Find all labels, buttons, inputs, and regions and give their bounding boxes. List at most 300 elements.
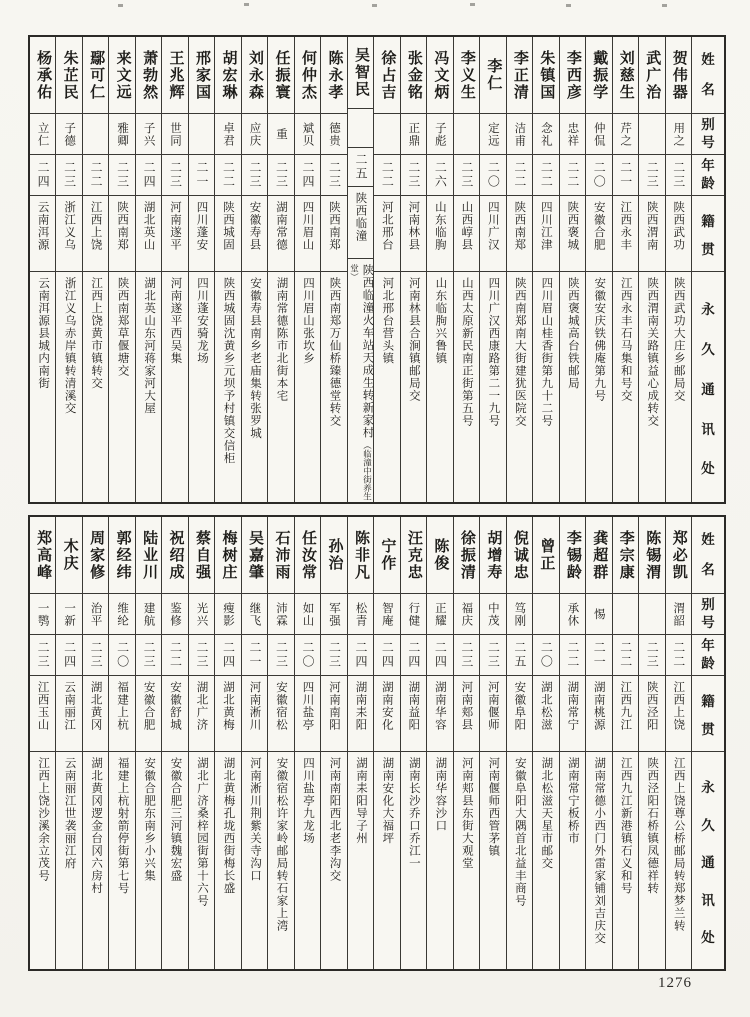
person-age-text: 二〇: [115, 641, 130, 669]
person-address-text: 安徽阜阳大隅首北益丰商号: [513, 757, 526, 907]
person-address: [427, 752, 452, 969]
person-origin: [454, 676, 479, 752]
person-address: [189, 272, 214, 502]
person-age: [560, 155, 585, 196]
person-name-text: 孙治: [326, 538, 343, 572]
person-origin: [480, 196, 505, 272]
person-address-text: 四川盐亭九龙场: [301, 757, 314, 845]
person-origin: [586, 676, 611, 752]
person-age: [295, 155, 320, 196]
person-age: [507, 635, 532, 676]
person-column: [613, 517, 639, 969]
person-alias: [136, 114, 161, 155]
person-age-text: 二三: [142, 641, 157, 669]
person-age: [666, 155, 691, 196]
person-name-text: 任汝常: [299, 529, 316, 581]
person-name-text: 陈锡渭: [644, 529, 661, 581]
person-address: [454, 752, 479, 969]
person-age-text: 二〇: [486, 161, 501, 189]
person-origin-text: 陕西泾阳: [645, 681, 658, 731]
person-alias-text: 松青: [354, 601, 367, 627]
person-name: [56, 37, 81, 114]
person-address-text: 湖南华容沙口: [434, 757, 447, 832]
person-age-text: 二三: [62, 161, 77, 189]
person-origin-text: 陕西渭南: [645, 201, 658, 251]
person-name-text: 杨承佑: [35, 49, 52, 101]
person-age: [533, 635, 558, 676]
person-name: [83, 517, 108, 594]
person-origin-text: 陕西南郑: [116, 201, 129, 251]
person-alias: [560, 594, 585, 635]
person-address-text: 河南林县合涧镇邮局交: [407, 277, 420, 402]
person-alias-text: 继飞: [248, 601, 261, 627]
person-age-text: 二四: [62, 641, 77, 669]
person-name: [613, 37, 638, 114]
person-origin-text: 湖南安化: [380, 681, 393, 731]
person-address: [162, 752, 187, 969]
person-address: [586, 752, 611, 969]
person-origin: [189, 676, 214, 752]
person-name: [242, 517, 267, 594]
person-name-text: 戴振学: [591, 49, 608, 101]
person-alias: [136, 594, 161, 635]
person-origin: [374, 196, 399, 272]
person-alias-text: 子德: [63, 121, 76, 147]
person-age-text: 二四: [380, 641, 395, 669]
person-age: [613, 155, 638, 196]
person-age-text: 二四: [300, 161, 315, 189]
person-alias: [586, 114, 611, 155]
person-column: [109, 37, 135, 502]
person-column: [507, 37, 533, 502]
person-origin: [507, 196, 532, 272]
person-age: [454, 155, 479, 196]
person-address-text: 河南郏县东街大观堂: [460, 757, 473, 870]
person-name: [480, 517, 505, 594]
person-address: [215, 752, 240, 969]
person-name: [427, 517, 452, 594]
person-alias: [454, 594, 479, 635]
person-alias-text: 维纶: [116, 601, 129, 627]
person-address: [639, 752, 664, 969]
person-origin: [295, 196, 320, 272]
person-name-text: 胡增寿: [485, 529, 502, 581]
person-alias: [639, 114, 664, 155]
person-column: [613, 37, 639, 502]
person-alias-text: 应庆: [248, 121, 261, 147]
binding-mark: [372, 4, 377, 7]
person-origin: [30, 196, 55, 272]
person-age-text: 二三: [645, 641, 660, 669]
person-name-text: 陈非凡: [352, 529, 369, 581]
person-origin-text: 安徽合肥: [592, 201, 605, 251]
person-alias-text: 世同: [169, 121, 182, 147]
person-origin: [242, 196, 267, 272]
person-address-text: 湖北松滋天星市邮交: [540, 757, 553, 870]
person-origin: [666, 676, 691, 752]
person-age-text: 二四: [406, 641, 421, 669]
person-address: [507, 272, 532, 502]
person-origin-text: 四川盐亭: [301, 681, 314, 731]
person-origin-text: 安徽宿松: [274, 681, 287, 731]
person-name-text: 陆业川: [141, 529, 158, 581]
person-address: [242, 272, 267, 502]
binding-mark: [566, 4, 571, 7]
person-column: [321, 37, 347, 502]
person-origin: [427, 196, 452, 272]
person-age-text: 二二: [539, 161, 554, 189]
person-age: [215, 635, 240, 676]
person-age-text: 二二: [618, 641, 633, 669]
person-origin-text: 山西崞县: [460, 201, 473, 251]
person-age: [560, 635, 585, 676]
person-name-text: 李锡龄: [564, 529, 581, 581]
person-age: [321, 635, 346, 676]
person-origin-text: 陕西城固: [222, 201, 235, 251]
person-address-text: 安徽宿松许家岭邮局转石家上湾: [275, 757, 288, 932]
person-column: [507, 517, 533, 969]
person-address: [374, 272, 399, 502]
person-age: [83, 155, 108, 196]
person-name-text: 李西彦: [564, 49, 581, 101]
person-age: [586, 155, 611, 196]
person-origin-text: 安徽合肥: [142, 681, 155, 731]
person-alias: [162, 594, 187, 635]
person-age: [427, 635, 452, 676]
row-label-column: [692, 37, 724, 502]
person-address-text: 湖南耒阳导子州: [354, 757, 367, 845]
person-name-text: 来文远: [114, 49, 131, 101]
person-origin: [533, 676, 558, 752]
person-name-text: 李正清: [511, 49, 528, 101]
person-age-text: 二二: [89, 161, 104, 189]
person-alias-text: 德贵: [327, 121, 340, 147]
person-column: [215, 37, 241, 502]
person-name: [189, 517, 214, 594]
person-address-text: 四川眉山张坎乡: [301, 277, 314, 365]
person-address-text: 江西九江新港镇石义和号: [619, 757, 632, 895]
person-alias: [109, 114, 134, 155]
person-alias: [109, 594, 134, 635]
person-name: [30, 517, 55, 594]
person-address-text: 四川蓬安骑龙场: [196, 277, 209, 365]
person-name-text: 陈永孝: [326, 49, 343, 101]
person-age-text: 二四: [353, 641, 368, 669]
person-origin-text: 安徽阜阳: [513, 681, 526, 731]
person-age: [215, 155, 240, 196]
person-age-text: 二三: [274, 641, 289, 669]
person-name: [348, 37, 373, 109]
person-age-text: 二三: [327, 161, 342, 189]
person-address: [56, 752, 81, 969]
person-address-text: 云南丽江世袭丽江府: [63, 757, 76, 870]
person-address: [666, 272, 691, 502]
person-name-text: 陈俊: [432, 538, 449, 572]
person-name: [454, 37, 479, 114]
person-origin: [401, 676, 426, 752]
row-label-origin: 籍 贯: [692, 196, 724, 272]
person-age-text: 二五: [353, 152, 368, 181]
person-age: [295, 635, 320, 676]
person-alias-text: 渭韶: [672, 601, 685, 627]
person-name-text: 祝绍成: [167, 529, 184, 581]
person-address-text: 安徽寿县南乡老庙集转张罗城: [249, 277, 261, 440]
person-alias: [242, 114, 267, 155]
person-address-text: 四川广汉西康路第二一九号: [487, 277, 500, 427]
person-alias: [242, 594, 267, 635]
person-origin: [427, 676, 452, 752]
person-alias-text: 福庆: [460, 601, 473, 627]
person-age: [162, 635, 187, 676]
person-column: [215, 517, 241, 969]
person-column: [533, 37, 559, 502]
person-age: [136, 635, 161, 676]
person-name: [348, 517, 373, 594]
person-name: [586, 37, 611, 114]
person-alias-text: 定远: [486, 121, 499, 147]
person-alias-text: 正鼎: [407, 121, 420, 147]
row-label-column: [692, 517, 724, 969]
person-address: [480, 272, 505, 502]
person-alias: [295, 114, 320, 155]
person-origin: [30, 676, 55, 752]
person-column: [348, 37, 374, 502]
person-column: [401, 517, 427, 969]
person-name-text: 张金铭: [405, 49, 422, 101]
person-alias: [162, 114, 187, 155]
binding-mark: [662, 4, 667, 7]
person-age-text: 二二: [168, 641, 183, 669]
person-address: [30, 272, 55, 502]
person-alias: [613, 114, 638, 155]
person-address-text: 山西太原新民南正街第五号: [460, 277, 473, 427]
person-name: [30, 37, 55, 114]
person-address: [83, 272, 108, 502]
person-address-text: 湖北黄冈逻金台冈六房村: [90, 757, 103, 895]
person-address: [109, 272, 134, 502]
person-origin: [136, 196, 161, 272]
person-name: [321, 37, 346, 114]
person-name: [189, 37, 214, 114]
person-column: [268, 37, 294, 502]
person-age-text: 二二: [380, 161, 395, 189]
person-age: [666, 635, 691, 676]
person-origin-text: 浙江义乌: [63, 201, 76, 251]
person-address-text: 江西永丰石马集和号交: [619, 277, 632, 402]
person-age-text: 二一: [592, 641, 607, 669]
person-origin: [666, 196, 691, 272]
person-name-text: 蔡自强: [194, 529, 211, 581]
person-origin: [109, 196, 134, 272]
person-age-text: 二〇: [539, 641, 554, 669]
person-name-text: 贺伟器: [670, 49, 687, 101]
person-alias-text: 一鹗: [36, 601, 49, 627]
person-origin: [56, 196, 81, 272]
person-address-text: 云南洱源县城内南街: [37, 277, 50, 390]
person-age: [30, 635, 55, 676]
person-alias-text: 用之: [672, 121, 685, 147]
person-column: [480, 517, 506, 969]
person-name-text: 王兆辉: [167, 49, 184, 101]
person-alias-text: 惕: [592, 607, 605, 621]
person-column: [666, 37, 692, 502]
person-origin-text: 安徽寿县: [248, 201, 261, 251]
person-address: [321, 752, 346, 969]
person-name-text: 龚超群: [591, 529, 608, 581]
person-name-text: 曾正: [538, 538, 555, 572]
person-column: [30, 517, 56, 969]
person-address: [639, 272, 664, 502]
person-name-text: 何仲杰: [299, 49, 316, 101]
person-address-text: 湖北广济桑梓园街第十六号: [196, 757, 209, 907]
person-name: [666, 37, 691, 114]
person-alias: [374, 594, 399, 635]
person-age: [427, 155, 452, 196]
person-name-text: 周家修: [88, 529, 105, 581]
person-age-text: 二四: [36, 161, 51, 189]
person-name-text: 鄢可仁: [88, 49, 105, 101]
person-age: [348, 148, 373, 187]
person-age: [507, 155, 532, 196]
person-alias: [533, 594, 558, 635]
person-origin: [613, 676, 638, 752]
person-alias: [401, 594, 426, 635]
person-alias: [268, 594, 293, 635]
page-number: 1276: [658, 975, 692, 991]
person-column: [480, 37, 506, 502]
person-address-note: （临潼中街养生堂）: [349, 263, 373, 501]
person-age-text: 二四: [221, 641, 236, 669]
person-address: [613, 752, 638, 969]
person-address: [215, 272, 240, 502]
person-alias-text: 光兴: [195, 601, 208, 627]
person-column: [666, 517, 692, 969]
person-origin: [215, 196, 240, 272]
person-alias: [613, 594, 638, 635]
person-alias: [189, 114, 214, 155]
person-alias-text: 中茂: [486, 601, 499, 627]
person-origin-text: 河南遂平: [169, 201, 182, 251]
person-column: [30, 37, 56, 502]
person-address: [189, 752, 214, 969]
person-name-text: 倪诚忠: [511, 529, 528, 581]
person-age: [109, 155, 134, 196]
person-alias-text: 笃刚: [513, 601, 526, 627]
person-alias: [348, 109, 373, 148]
person-alias-text: 智庵: [380, 601, 393, 627]
person-age: [83, 635, 108, 676]
person-address: [136, 752, 161, 969]
person-column: [401, 37, 427, 502]
person-alias-text: 芹之: [619, 121, 632, 147]
person-origin: [162, 676, 187, 752]
person-address-text: 浙江义乌赤岸镇转清溪交: [63, 277, 76, 415]
person-column: [639, 517, 665, 969]
person-address-text: 江西上饶尊公桥邮局转郑梦兰转: [672, 757, 685, 932]
person-name: [639, 37, 664, 114]
person-age: [189, 635, 214, 676]
person-age: [401, 155, 426, 196]
person-address: [242, 752, 267, 969]
person-name-text: 李义生: [458, 49, 475, 101]
person-alias-text: 如山: [301, 601, 314, 627]
row-label-name: 姓 名: [692, 37, 724, 114]
person-name: [560, 517, 585, 594]
person-alias: [401, 114, 426, 155]
person-origin-text: 云南洱源: [36, 201, 49, 251]
person-name: [507, 517, 532, 594]
person-name-text: 朱镇国: [538, 49, 555, 101]
person-column: [454, 37, 480, 502]
person-origin: [507, 676, 532, 752]
person-name-text: 徐占吉: [379, 49, 396, 101]
person-address-text: 湖北黄梅孔垅西街梅长盛: [222, 757, 235, 895]
person-alias: [480, 594, 505, 635]
person-name: [215, 517, 240, 594]
person-age: [480, 155, 505, 196]
row-label-address: 永 久 通 讯 处: [701, 780, 715, 946]
person-alias-text: 忠祥: [566, 121, 579, 147]
person-name-text: 萧勃然: [141, 49, 158, 101]
person-address-text: 陕西泾阳石桥镇凤德祥转: [646, 757, 659, 895]
person-address: [374, 752, 399, 969]
registry-table-bottom: [28, 515, 726, 971]
person-origin: [639, 676, 664, 752]
person-age-text: 二四: [433, 641, 448, 669]
person-name-text: 刘慈生: [617, 49, 634, 101]
person-address: [560, 752, 585, 969]
person-alias: [295, 594, 320, 635]
person-origin-text: 湖南常德: [274, 201, 287, 251]
person-origin: [268, 676, 293, 752]
person-alias: [348, 594, 373, 635]
person-age-text: 二一: [195, 161, 210, 189]
binding-mark: [470, 3, 475, 6]
person-column: [109, 517, 135, 969]
person-age-text: 二三: [89, 641, 104, 669]
person-name-text: 李宗康: [617, 529, 634, 581]
person-alias: [666, 594, 691, 635]
registry-table-top: [28, 35, 726, 504]
person-origin-text: 湖南常宁: [566, 681, 579, 731]
person-name: [639, 517, 664, 594]
person-origin-text: 安徽舒城: [169, 681, 182, 731]
person-alias-text: 行健: [407, 601, 420, 627]
person-column: [162, 517, 188, 969]
row-label-name: 姓 名: [692, 517, 724, 594]
person-column: [136, 517, 162, 969]
person-column: [242, 517, 268, 969]
person-origin-text: 湖北黄梅: [222, 681, 235, 731]
person-column: [162, 37, 188, 502]
person-age-text: 二二: [221, 161, 236, 189]
person-alias: [56, 114, 81, 155]
person-alias-text: 念礼: [539, 121, 552, 147]
person-column: [348, 517, 374, 969]
person-address-text: 江西上饶黄市镇转交: [90, 277, 103, 390]
person-origin-text: 陕西褒城: [566, 201, 579, 251]
person-column: [639, 37, 665, 502]
row-label-alias: 别 号: [692, 114, 724, 155]
person-column: [586, 37, 612, 502]
person-origin-text: 江西上饶: [89, 201, 102, 251]
person-name-text: 汪克忠: [405, 529, 422, 581]
person-name: [613, 517, 638, 594]
person-column: [533, 517, 559, 969]
person-alias-text: 立仁: [36, 121, 49, 147]
person-age: [242, 155, 267, 196]
person-age: [374, 155, 399, 196]
